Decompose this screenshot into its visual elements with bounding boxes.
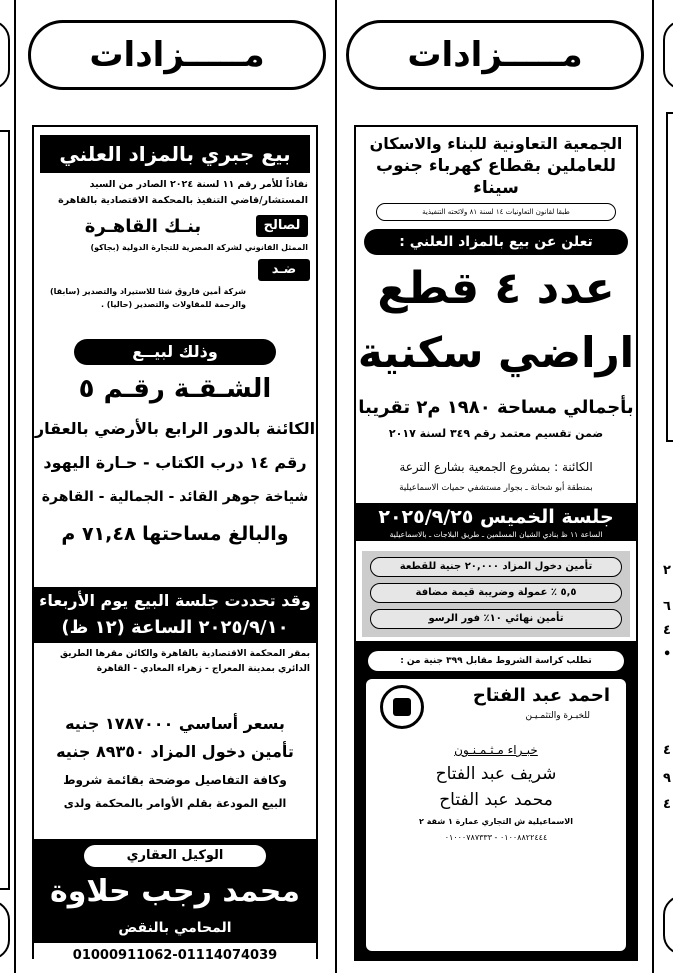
column-divider: [652, 0, 654, 973]
against-label: ضـد: [258, 259, 310, 281]
auction-column-right: [340, 20, 648, 973]
left-partial-header: [0, 20, 10, 90]
session-date-bar: [34, 587, 316, 643]
auction-column-middle: [20, 20, 330, 973]
broker-address: الاسماعيلية ش التجاري عمارة ١ شقة ٢: [419, 817, 573, 826]
right-fragment: ٦: [663, 599, 671, 614]
broker-tagline: للخبـرة والتثمـيـن: [525, 711, 590, 721]
against-note: شركة أمين فاروق شثا للاستيراد والتصدير (سابقا) والرحمة للمقاولات والتصدير (حاليا) .: [49, 287, 246, 309]
agent-role: المحامي بالنقض: [118, 920, 232, 936]
for-value: بنـك القاهـرة: [84, 216, 202, 237]
lots-count: عدد ٤ قطع: [377, 263, 615, 314]
for-label: لصالح: [256, 215, 308, 237]
unit-desc-1: الكائنة بالدور الرابع بالأرضي بالعقار: [34, 419, 316, 438]
right-fragment: ٤: [663, 797, 671, 812]
approved-plan: ضمن تقسيم معتمد رقم ٣٤٩ لسنة ٢٠١٧: [388, 427, 604, 440]
base-price: بسعر أساسي ١٧٨٧٠٠٠ جنيه: [65, 714, 285, 733]
left-partial-ad: [0, 130, 10, 890]
section-header: مـــــزادات: [346, 20, 644, 90]
fee-item: تأمين نهائي ١٠٪ فور الرسو: [370, 609, 622, 629]
details-line-1: وكافة التفاصيل موضحة بقائمة شروط: [63, 773, 287, 787]
against-party: [34, 259, 316, 283]
fees-box: [362, 551, 630, 637]
land-type: اراضي سكنية: [357, 328, 635, 377]
broker-card: [366, 679, 626, 951]
session-main: جلسة الخميس ٢٠٢٥/٩/٢٥: [378, 506, 614, 528]
forced-sale-ad: [32, 125, 318, 963]
right-partial-header: [663, 20, 673, 90]
session-bar: [356, 503, 636, 541]
broker-partner-2: محمد عبد الفتاح: [439, 790, 553, 810]
land-auction-ad: [354, 125, 638, 961]
session-date-line1: وقد تحددت جلسة البيع يوم الأربعاء: [39, 591, 311, 610]
conditions-booklet: تطلب كراسة الشروط مقابل ٣٩٩ جنية من :: [368, 651, 624, 671]
right-fragment: ٤: [663, 623, 671, 638]
total-area: بأجمالي مساحة ١٩٨٠ م٢ تقريبا: [358, 397, 634, 418]
right-fragment: ٢: [663, 563, 671, 578]
for-note: الممثل القانوني لشركة المصرية للتجارة الدولية (بجاكو): [90, 243, 308, 252]
for-party: [34, 215, 316, 239]
section-header: مـــــزادات: [28, 20, 326, 90]
right-fragment: ٩: [663, 771, 671, 786]
agent-name: محمد رجب حلاوة: [50, 874, 300, 909]
announcement-bar: تعلن عن بيع بالمزاد العلني :: [364, 229, 628, 255]
agent-phones: 01000911062-01114074039: [34, 943, 316, 969]
broker-experts: خبـراء مـثـمـنـون: [454, 743, 538, 757]
broker-name: احمد عبد الفتاح: [472, 685, 610, 706]
location-line-2: بمنطقة أبو شحاتة ـ بجوار مستشفي حميات الاسماعيلية: [399, 483, 593, 493]
organization-name: [356, 133, 636, 199]
entry-deposit: تأمين دخول المزاد ٨٩٣٥٠ جنيه: [56, 742, 294, 761]
broker-logo-icon: [380, 685, 424, 729]
fee-item: تأمين دخول المزاد ٢٠,٠٠٠ جنية للقطعة: [370, 557, 622, 577]
session-venue: الساعة ١١ ظ بنادي الشبان المسلمين ـ طريق البلاجات ـ بالاسماعيلية: [389, 530, 603, 539]
location-line-1: الكائنة : بمشروع الجمعية بشارع الترعة: [399, 460, 593, 474]
unit-desc-2: رقم ١٤ درب الكتاب - حـارة اليهود: [43, 453, 307, 472]
org-line-1: الجمعية التعاونية للبناء والاسكان: [369, 134, 623, 153]
broker-section: [356, 641, 636, 959]
court-address: بمقر المحكمة الاقتصادية بالقاهرة والكائن مقرها الطريق الدائري بمدينة المعراج - زهراء المعادي - القاهرة: [60, 649, 310, 674]
left-partial-footer: [0, 900, 10, 960]
agent-block: [34, 839, 316, 963]
sale-label: وذلك لبيــع: [74, 339, 276, 365]
right-partial-box: [666, 112, 673, 442]
column-divider: [335, 0, 337, 973]
unit-desc-3: شياخة جوهر القائد - الجمالية - القاهرة: [41, 489, 309, 505]
ad-title: بيع جبري بالمزاد العلني: [40, 135, 310, 173]
broker-partner-1: شريف عبد الفتاح: [435, 764, 557, 784]
agent-label: الوكيل العقاري: [84, 845, 266, 867]
details-line-2: البيع المودعة بقلم الأوامر بالمحكمة ولدى: [63, 797, 287, 810]
unit-number: الشـقـة رقـم ٥: [78, 374, 272, 404]
ad-intro: نفاذاً للأمر رقم ١١ لسنة ٢٠٢٤ الصادر من السيد المستشار/قاضي التنفيذ بالمحكمة الاقتصادية بالقاهرة: [58, 179, 308, 206]
broker-phones: ٠١٠٠٨٨٢٢٤٤٤ - ٠١٠٠٠٧٨٧٣٣٣: [444, 833, 548, 842]
column-divider: [14, 0, 16, 973]
right-fragment: •: [663, 647, 672, 662]
fee-item: ٥,٥ ٪ عمولة وضريبة قيمة مضافة: [370, 583, 622, 603]
law-reference: طبقا لقانون التعاونيات ١٤ لسنة ٨١ ولائحته التنفيذية: [376, 203, 616, 221]
unit-area: والبالغ مساحتها ٧١,٤٨ م: [61, 523, 289, 545]
right-partial-footer: [663, 895, 673, 955]
right-fragment: ٤: [663, 743, 671, 758]
org-line-2: للعاملين بقطاع كهرباء جنوب سيناء: [375, 156, 616, 198]
session-date-line2: ٢٠٢٥/٩/١٠ الساعة (١٢ ظ): [61, 617, 289, 638]
